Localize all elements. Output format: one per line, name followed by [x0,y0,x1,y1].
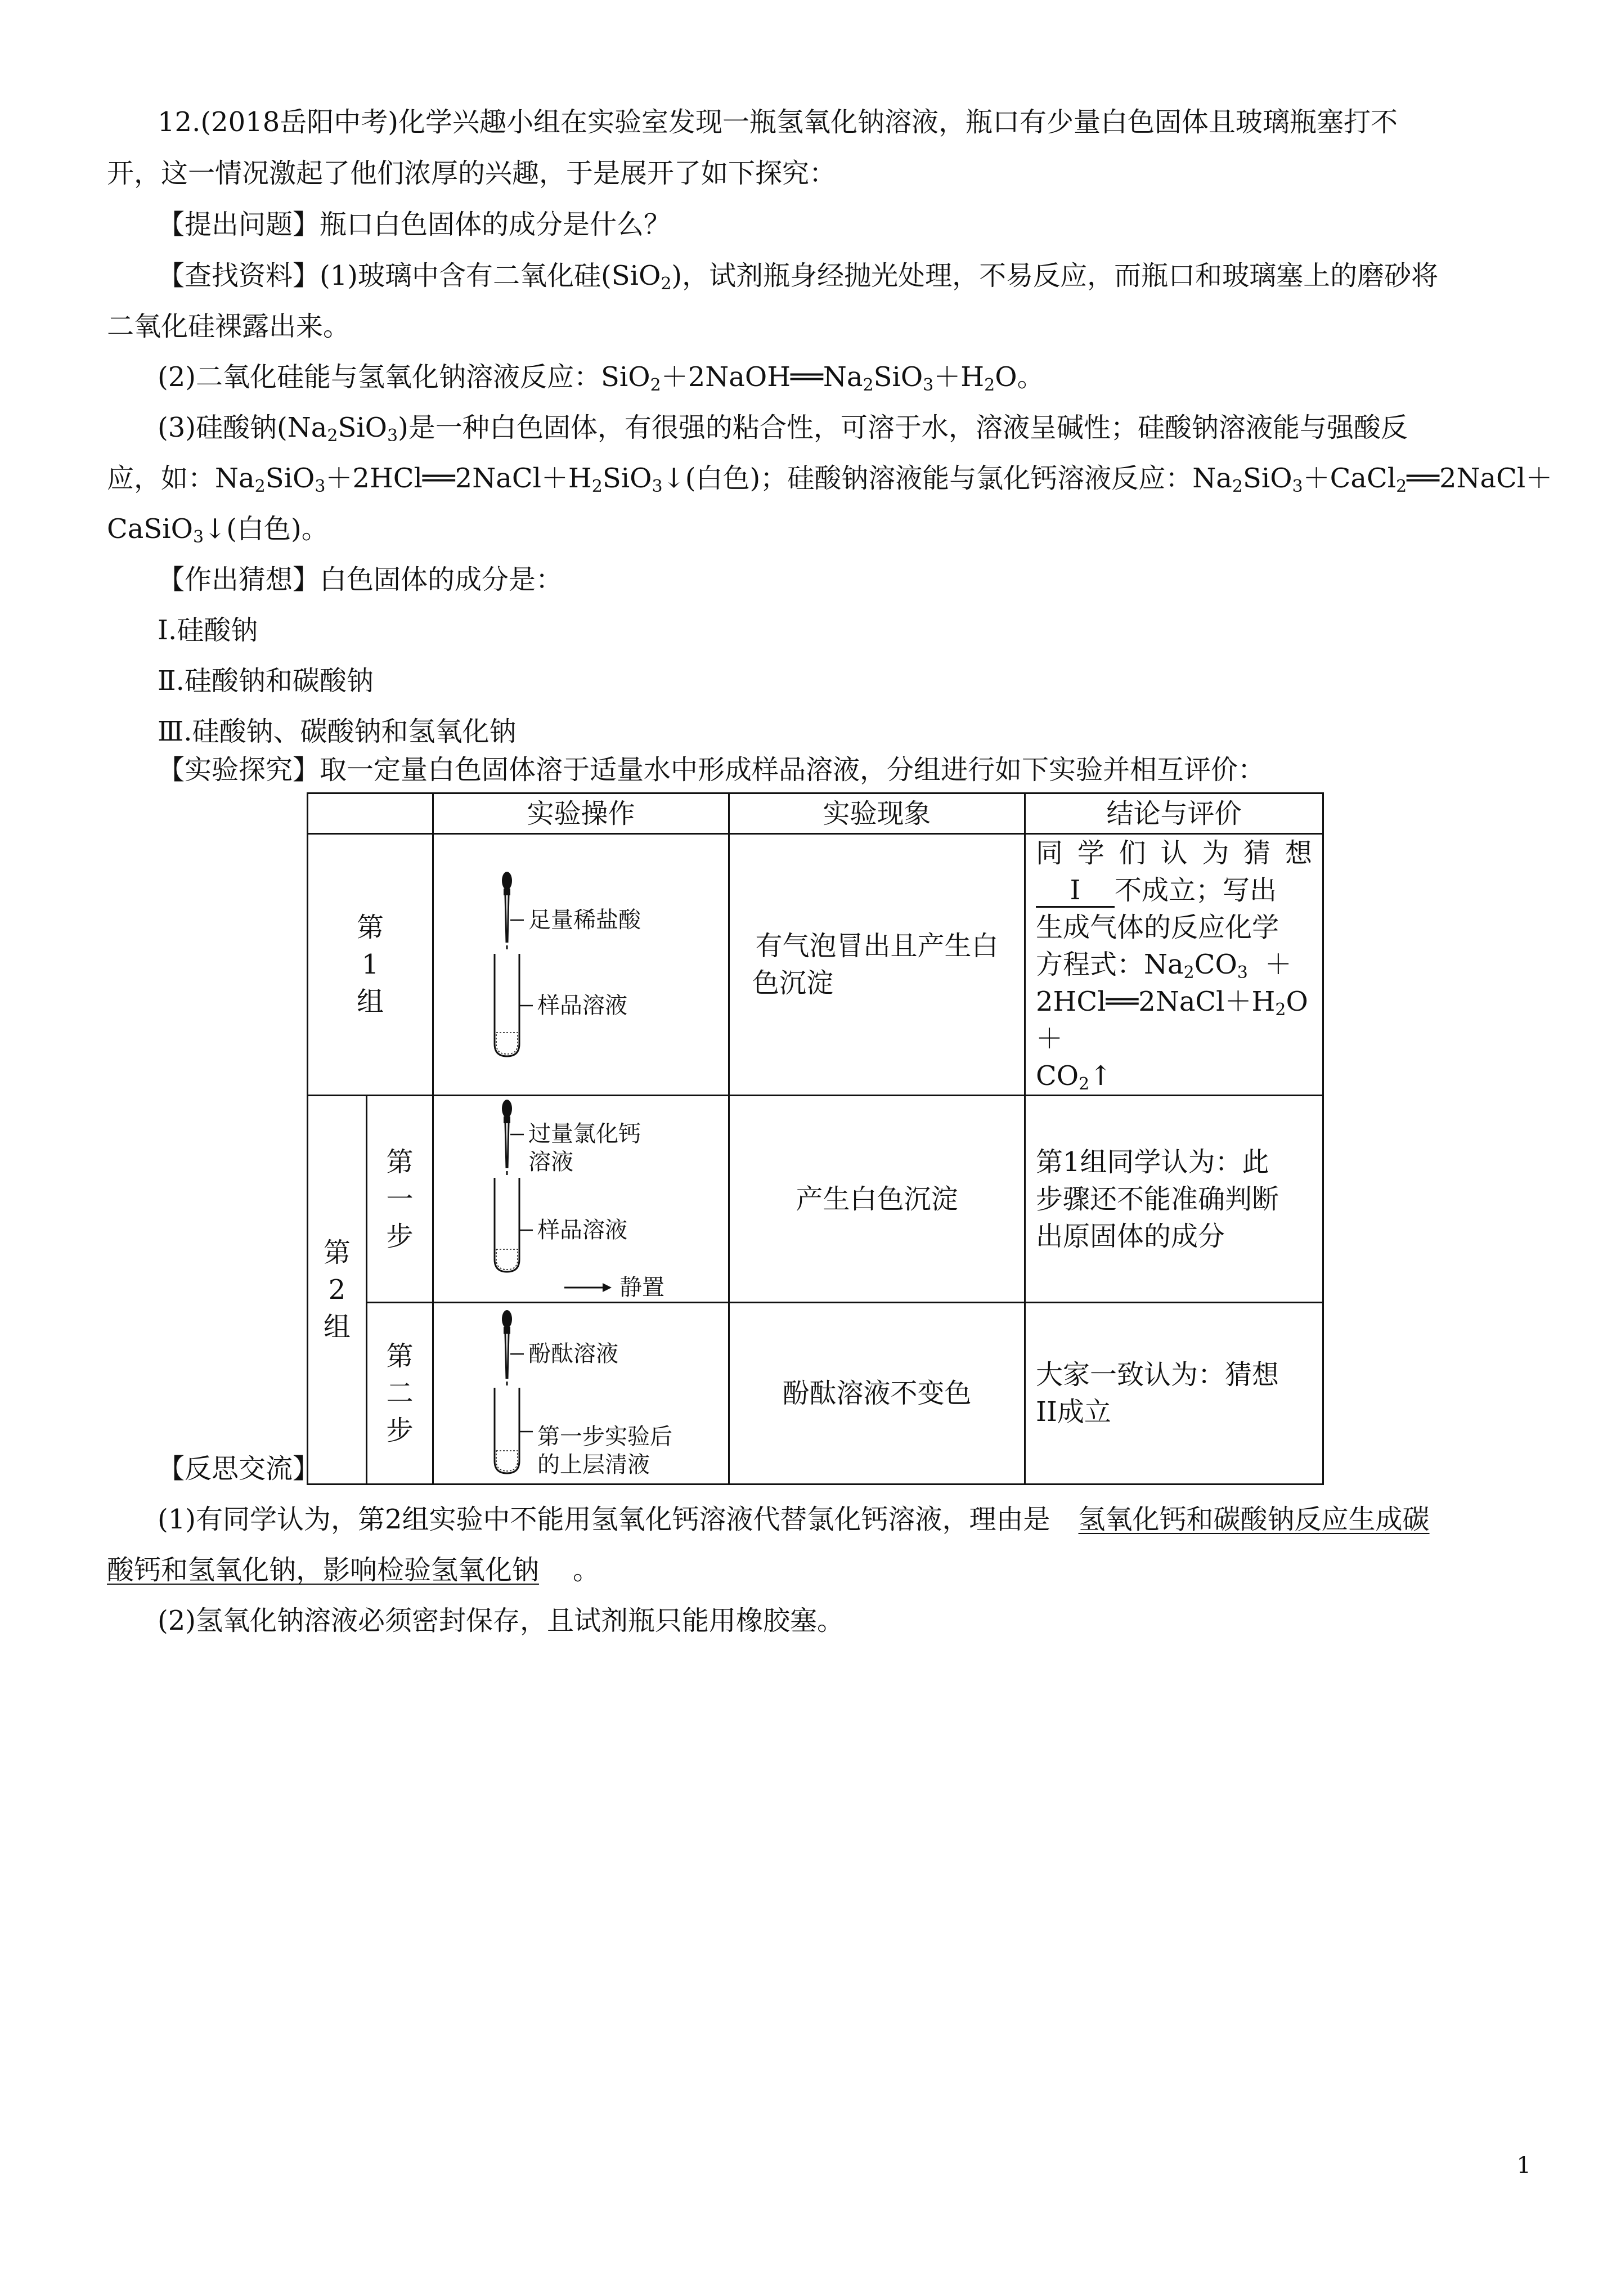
sample-label: 样品溶液 [537,993,627,1019]
question-stem-line1: 12.(2018岳阳中考)化学兴趣小组在实验室发现一瓶氢氧化钠溶液，瓶口有少量白色固体且玻璃瓶塞打不 [158,106,1398,138]
answer-text: 氢氧化钙和碳酸钠反应生成碳 [1078,1504,1430,1535]
reflection-item2: (2)氢氧化钠溶液必须密封保存，且试剂瓶只能用橡胶塞。 [158,1605,844,1636]
answer-text-cont: 酸钙和氢氧化钠，影响检验氢氧化钠 [107,1554,540,1586]
header-phenomenon: 实验现象 [729,793,1025,834]
reagent-label-2: 溶液 [528,1149,573,1175]
section-tag: 【反思交流】 [158,1453,320,1485]
table-row-group2-step1 [308,1096,1323,1303]
group2-step1-conclusion: 第1组同学认为：此 步骤还不能准确判断 出原固体的成分 [1025,1096,1323,1303]
group2-step2-operation-cell [433,1303,729,1485]
experiment-table [307,792,1324,1485]
reflection-section [158,1451,320,1487]
materials-item3-line2: 应，如：$Na_2SiO_3+2HCl══2NaCl+H_2SiO_3↓$(白色)；硅酸钠溶液能与氯化钙溶液反应：$Na_2SiO_3+CaCl_2══2NaCl+$ [107,463,1553,496]
table-row-group1 [308,834,1323,1096]
header-operation: 实验操作 [433,793,729,834]
materials-item3-line3: CaSiO$_3$↓(白色)。 [107,513,329,547]
group2-step1-operation-cell [433,1096,729,1303]
table-row-group2-step2 [308,1303,1323,1485]
problem-section: 【提出问题】瓶口白色固体的成分是什么？ [158,209,671,240]
reflection-item1-line2: 酸钙和氢氧化钠，影响检验氢氧化钠 。 [107,1554,600,1586]
question-stem-line2: 开，这一情况激起了他们浓厚的兴趣，于是展开了如下探究： [107,158,837,189]
answer-blank: Ⅰ [1036,875,1115,908]
materials-item3-line1: (3)硅酸钠$(Na_2SiO_3)$是一种白色固体，有很强的粘合性，可溶于水，溶液呈碱性；硅酸钠溶液能与强酸反 [158,412,1408,446]
sample-label: 样品溶液 [537,1217,627,1243]
page-number: 1 [1516,2152,1531,2178]
materials-item2: (2)二氧化硅能与氢氧化钠溶液反应：$SiO_2+2NaOH══Na_2SiO_3+H_2O$。 [158,361,1044,395]
after-label: 静置 [619,1275,664,1301]
reflection-item1-line1: (1)有同学认为，第2组实验中不能用氢氧化钙溶液代替氯化钙溶液，理由是 氢氧化钙和碳酸钠反应生成碳 [158,1504,1430,1535]
group2-step2-label: 第 二 步 [367,1303,433,1485]
materials-line2: 二氧化硅裸露出来。 [107,311,351,342]
section-tag: 【实验探究】 [158,754,320,786]
group2-label: 第 2 组 [308,1096,367,1485]
sample-label-2: 的上层清液 [537,1452,650,1478]
question-number: 12. [158,106,201,138]
group2-step2-phenomenon: 酚酞溶液不变色 [729,1303,1025,1485]
group1-conclusion: 同学们认为猜想 Ⅰ 不成立；写出 生成气体的反应化学 方程式：$Na_2CO_3$ ＋ $2HCl══2NaCl+H_2O+$ $CO_2↑$ [1025,834,1323,1096]
header-empty-cell [308,793,433,834]
section-tag: 【查找资料】 [158,260,320,292]
sample-label: 第一步实验后 [537,1424,672,1450]
hypothesis-3: Ⅲ.硅酸钠、碳酸钠和氢氧化钠 [158,716,517,747]
materials-line1: 【查找资料】(1)玻璃中含有二氧化硅(SiO$_2$)，试剂瓶身经抛光处理，不易反应，而瓶口和玻璃塞上的磨砂将 [158,260,1439,294]
group2-step1-phenomenon: 产生白色沉淀 [729,1096,1025,1303]
group2-step1-label: 第 一 步 [367,1096,433,1303]
section-tag: 【作出猜想】 [158,564,320,595]
reagent-label: 酚酞溶液 [528,1341,618,1367]
experiment-section: 【实验探究】取一定量白色固体溶于适量水中形成样品溶液，分组进行如下实验并相互评价： [158,754,1265,786]
question-source: (2018岳阳中考) [200,106,398,138]
group1-phenomenon: 有气泡冒出且产生白 色沉淀 [729,834,1025,1096]
reagent-label: 足量稀盐酸 [528,907,641,933]
test-tube-dropper-icon [434,853,730,1077]
hypothesis-1: Ⅰ.硅酸钠 [158,615,258,646]
section-tag: 【提出问题】 [158,209,320,240]
header-conclusion: 结论与评价 [1025,793,1323,834]
hypothesis-section: 【作出猜想】白色固体的成分是： [158,564,563,595]
reagent-label: 过量氯化钙 [528,1121,641,1147]
group1-operation-cell [433,834,729,1096]
group2-step2-conclusion: 大家一致认为：猜想 II成立 [1025,1303,1323,1485]
group1-label: 第 1 组 [308,834,433,1096]
hypothesis-2: Ⅱ.硅酸钠和碳酸钠 [158,665,374,697]
table-header-row [308,793,1323,834]
